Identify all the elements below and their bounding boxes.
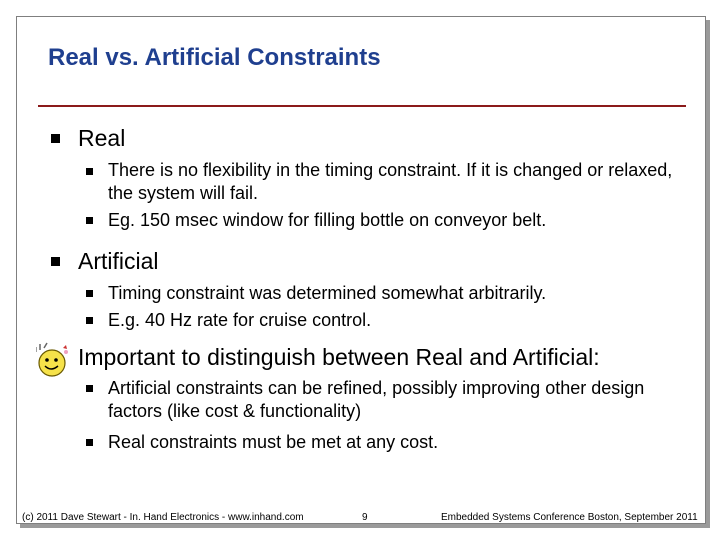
slide-title: Real vs. Artificial Constraints (48, 44, 381, 71)
bullet-important: Important to distinguish between Real and Artificial: (78, 344, 600, 370)
square-bullet-icon (86, 217, 93, 224)
sub-bullet: Real constraints must be met at any cost. (108, 432, 439, 452)
square-bullet-icon (86, 317, 93, 324)
frame-shadow (706, 20, 710, 528)
bullet-real: Real (78, 125, 126, 151)
square-bullet-icon (86, 290, 93, 297)
square-bullet-icon (51, 134, 60, 143)
sub-bullet: Timing constraint was determined somewhat arbitrarily. (108, 283, 547, 303)
sub-bullet: There is no flexibility in the timing constraint. If it is changed or relaxed, the system will fail. (108, 160, 673, 203)
square-bullet-icon (51, 257, 60, 266)
sub-bullet: Eg. 150 msec window for filling bottle on conveyor belt. (108, 210, 547, 230)
sub-bullet: Artificial constraints can be refined, possibly improving other design factors (like cost & functionality) (108, 378, 645, 421)
square-bullet-icon (86, 385, 93, 392)
smiley-idea-icon (36, 340, 70, 378)
square-bullet-icon (86, 168, 93, 175)
square-bullet-icon (86, 439, 93, 446)
frame-shadow (20, 524, 710, 528)
footer-event: Embedded Systems Conference Boston, September 2011 (441, 512, 698, 523)
title-divider (38, 105, 686, 107)
bullet-artificial: Artificial (78, 248, 159, 274)
footer-page-number: 9 (362, 512, 368, 523)
footer-copyright: (c) 2011 Dave Stewart - In. Hand Electronics - www.inhand.com (22, 512, 304, 523)
sub-bullet: E.g. 40 Hz rate for cruise control. (108, 310, 372, 330)
